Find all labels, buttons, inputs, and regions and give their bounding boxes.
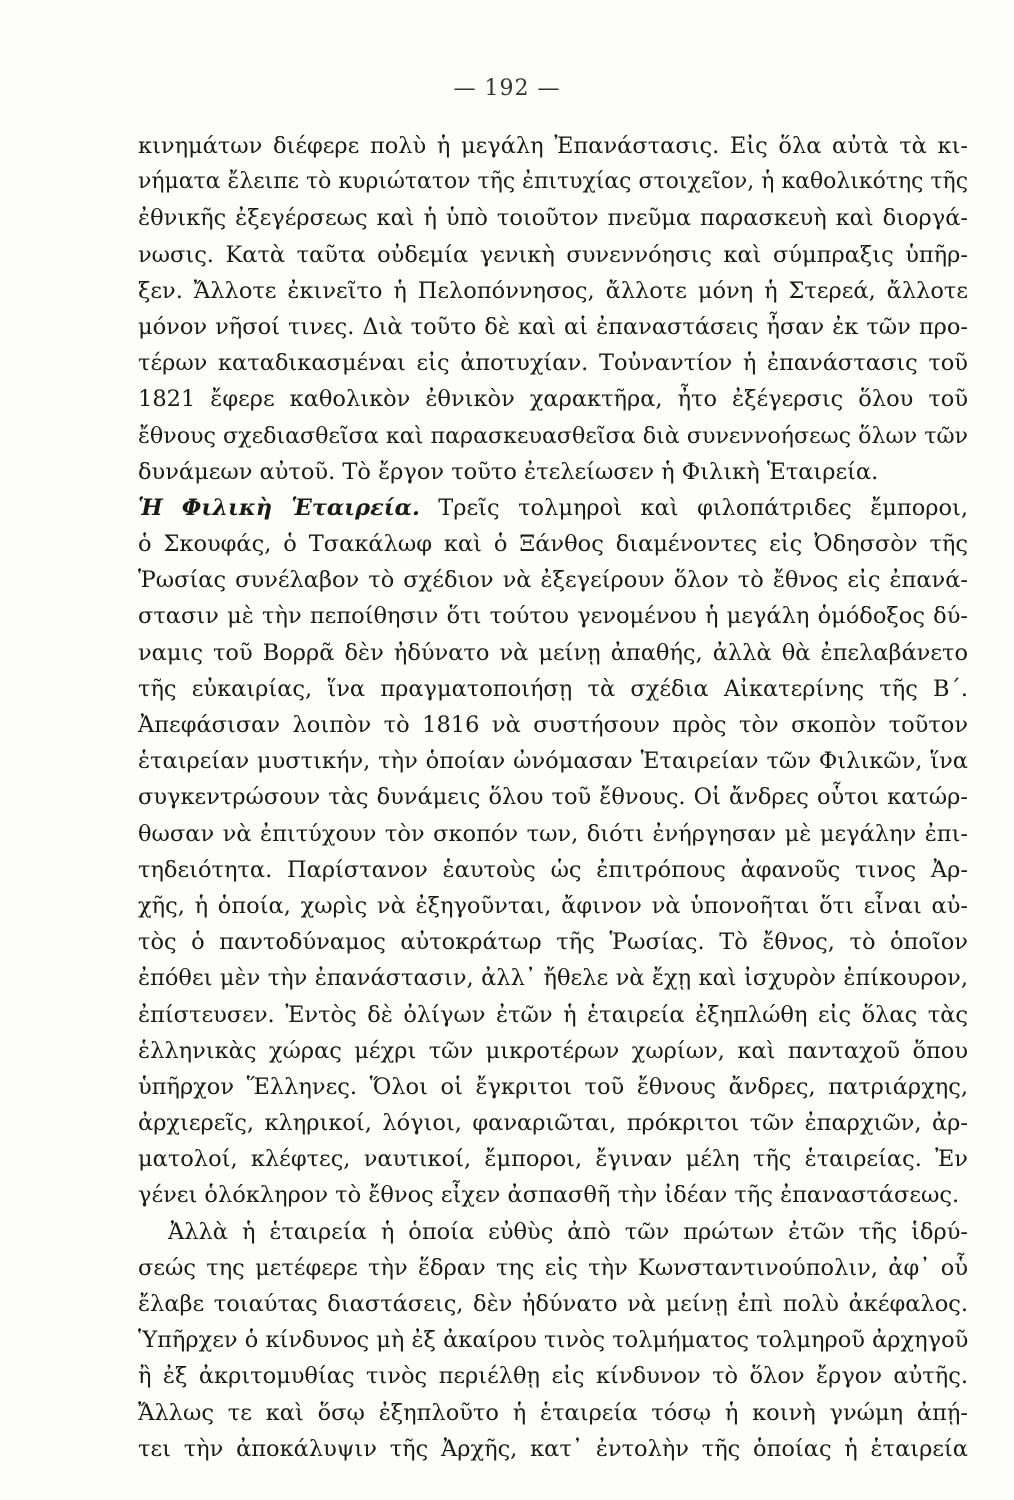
text-line (138, 1286, 968, 1322)
text-line (138, 1177, 968, 1213)
section-heading: Ἡ Φιλικὴ Ἑταιρεία. (138, 494, 420, 521)
line-text: ἑταιρείαν μυστικήν, τὴν ὁποίαν ὠνόμασαν Ἑταιρείαν τῶν Φιλικῶν, ἵνα (138, 748, 968, 775)
text-line (138, 1033, 968, 1069)
line-text: στασιν μὲ τὴν πεποίθησιν ὅτι τούτου γενομένου ἡ μεγάλη ὁμόδοξος δύ- (138, 603, 968, 630)
line-text: 1821 ἔφερε καθολικὸν ἐθνικὸν χαρακτῆρα, ἦτο ἐξέγερσις ὅλου τοῦ (138, 386, 968, 413)
text-line (138, 164, 968, 200)
text-line (138, 997, 968, 1033)
line-text: θωσαν νὰ ἐπιτύχουν τὸν σκοπόν των, διότι ἐνήργησαν μὲ μεγάλην ἐπι- (138, 820, 968, 847)
text-line (138, 1214, 968, 1250)
text-line (138, 128, 968, 164)
line-text: νωσις. Κατὰ ταῦτα οὐδεμία γενικὴ συνεννόησις καὶ σύμπραξις ὑπῆρ- (138, 241, 968, 268)
text-line (138, 273, 968, 309)
line-text: τὸς ὁ παντοδύναμος αὐτοκράτωρ τῆς Ῥωσίας. Τὸ ἔθνος, τὸ ὁποῖον (138, 929, 968, 956)
line-text: ἔθνους σχεδιασθεῖσα καὶ παρασκευασθεῖσα διὰ συνεννοήσεως ὅλων τῶν (138, 422, 968, 449)
text-line (138, 635, 968, 671)
text-line (138, 1395, 968, 1431)
text-line (138, 960, 968, 996)
line-text: Τρεῖς τολμηροὶ καὶ φιλοπάτριδες ἔμποροι, (419, 494, 968, 521)
text-line (138, 1069, 968, 1105)
line-text: ἐπόθει μὲν τὴν ἐπανάστασιν, ἀλλ᾿ ἤθελε νὰ ἔχῃ καὶ ἰσχυρὸν ἐπίκουρον, (138, 965, 968, 992)
line-text: ἢ ἐξ ἀκριτομυθίας τινὸς περιέλθῃ εἰς κίνδυνον τὸ ὅλον ἔργον αὐτῆς. (138, 1363, 968, 1390)
text-line (138, 418, 968, 454)
line-text: ματολοί, κλέφτες, ναυτικοί, ἔμποροι, ἔγιναν μέλη τῆς ἑταιρείας. Ἐν (138, 1146, 968, 1173)
text-line (138, 1358, 968, 1394)
line-text: χῆς, ἡ ὁποία, χωρὶς νὰ ἐξηγοῦνται, ἄφινον νὰ ὑπονοῆται ὅτι εἶναι αὐ- (138, 892, 968, 919)
line-text: συγκεντρώσουν τὰς δυνάμεις ὅλου τοῦ ἔθνους. Οἱ ἄνδρες οὗτοι κατώρ- (138, 784, 968, 811)
line-text: ἑλληνικὰς χώρας μέχρι τῶν μικροτέρων χωρίων, καὶ πανταχοῦ ὅπου (138, 1037, 968, 1064)
line-text: Ἀλλὰ ἡ ἑταιρεία ἡ ὁποία εὐθὺς ἀπὸ τῶν πρώτων ἐτῶν τῆς ἱδρύ- (168, 1218, 968, 1245)
text-line (138, 924, 968, 960)
line-text: ἐθνικῆς ἐξεγέρσεως καὶ ἡ ὑπὸ τοιοῦτον πνεῦμα παρασκευὴ καὶ διοργά- (138, 205, 968, 232)
line-text: σεώς της μετέφερε τὴν ἕδραν της εἰς τὴν Κωνσταντινούπολιν, ἀφ᾿ οὗ (138, 1254, 968, 1281)
text-line (138, 562, 968, 598)
line-text: Ῥωσίας συνέλαβον τὸ σχέδιον νὰ ἐξεγείρουν ὅλον τὸ ἔθνος εἰς ἐπανά- (138, 567, 968, 594)
text-line (138, 526, 968, 562)
line-text: τῆς εὐκαιρίας, ἵνα πραγματοποιήσῃ τὰ σχέδια Αἰκατερίνης τῆς Β΄. (138, 675, 968, 702)
line-text: ἔλαβε τοιαύτας διαστάσεις, δὲν ἠδύνατο νὰ μείνῃ ἐπὶ πολὺ ἀκέφαλος. (138, 1291, 968, 1317)
text-line (138, 779, 968, 815)
text-line (138, 852, 968, 888)
line-text: μόνον νῆσοί τινες. Διὰ τοῦτο δὲ καὶ αἱ ἐπαναστάσεις ἦσαν ἐκ τῶν προ- (138, 313, 968, 340)
line-text: δυνάμεων αὐτοῦ. Τὸ ἔργον τοῦτο ἐτελείωσεν ἡ Φιλικὴ Ἑταιρεία. (138, 458, 879, 485)
text-line (138, 345, 968, 381)
text-line (138, 200, 968, 236)
line-text: ὑπῆρχον Ἕλληνες. Ὅλοι οἱ ἔγκριτοι τοῦ ἔθνους ἄνδρες, πατριάρχης, (138, 1073, 968, 1100)
text-line (138, 490, 968, 526)
text-line (138, 1322, 968, 1358)
line-text: ναμις τοῦ Βορρᾶ δὲν ἠδύνατο νὰ μείνῃ ἀπαθής, ἀλλὰ θὰ ἐπελαβάνετο (138, 639, 968, 666)
text-line (138, 816, 968, 852)
line-text: τηδειότητα. Παρίστανον ἑαυτοὺς ὡς ἐπιτρόπους ἀφανοῦς τινος Ἀρ- (138, 856, 968, 883)
line-text: γένει ὁλόκληρον τὸ ἔθνος εἶχεν ἀσπασθῆ τὴν ἰδέαν τῆς ἐπαναστάσεως. (138, 1182, 960, 1209)
line-text: Ὑπῆρχεν ὁ κίνδυνος μὴ ἐξ ἀκαίρου τινὸς τολμήματος τολμηροῦ ἀρχηγοῦ (138, 1327, 969, 1354)
text-line (138, 1250, 968, 1286)
text-line (138, 598, 968, 634)
line-text: κινημάτων διέφερε πολὺ ἡ μεγάλη Ἐπανάστασις. Εἰς ὅλα αὐτὰ τὰ κι- (138, 133, 968, 159)
line-text: ξεν. Ἄλλοτε ἐκινεῖτο ἡ Πελοπόννησος, ἄλλοτε μόνη ἡ Στερεά, ἄλλοτε (138, 277, 968, 304)
line-text: ἀρχιερεῖς, κληρικοί, λόγιοι, φαναριῶται, πρόκριτοι τῶν ἐπαρχιῶν, ἀρ- (138, 1110, 968, 1137)
page-number: — 192 — (453, 76, 561, 101)
line-text: Ἄλλως τε καὶ ὅσῳ ἐξηπλοῦτο ἡ ἑταιρεία τόσῳ ἡ κοινὴ γνώμη ἀπῄ- (138, 1399, 968, 1426)
text-line (138, 707, 968, 743)
text-line (138, 309, 968, 345)
text-line (138, 743, 968, 779)
line-text: Ἀπεφάσισαν λοιπὸν τὸ 1816 νὰ συστήσουν πρὸς τὸν σκοπὸν τοῦτον (138, 712, 968, 738)
text-line (138, 454, 968, 490)
body-text (138, 128, 968, 1467)
line-text: νήματα ἔλειπε τὸ κυριώτατον τῆς ἐπιτυχίας στοιχεῖον, ἡ καθολικότης τῆς (138, 169, 968, 195)
line-text: τει τὴν ἀποκάλυψιν τῆς Ἀρχῆς, κατ᾿ ἐντολὴν τῆς ὁποίας ἡ ἑταιρεία (138, 1435, 968, 1462)
text-line (138, 1105, 968, 1141)
line-text: ὁ Σκουφάς, ὁ Τσακάλωφ καὶ ὁ Ξάνθος διαμένοντες εἰς Ὀδησσὸν τῆς (138, 531, 968, 558)
text-line (138, 671, 968, 707)
text-line (138, 1431, 968, 1467)
line-text: ἐπίστευσεν. Ἐντὸς δὲ ὀλίγων ἐτῶν ἡ ἑταιρεία ἐξηπλώθη εἰς ὅλας τὰς (138, 1001, 968, 1028)
text-line (138, 888, 968, 924)
text-line (138, 381, 968, 417)
text-line (138, 1141, 968, 1177)
line-text: τέρων καταδικασμέναι εἰς ἀποτυχίαν. Τοὐναντίον ἡ ἐπανάστασις τοῦ (138, 350, 968, 377)
text-line (138, 237, 968, 273)
